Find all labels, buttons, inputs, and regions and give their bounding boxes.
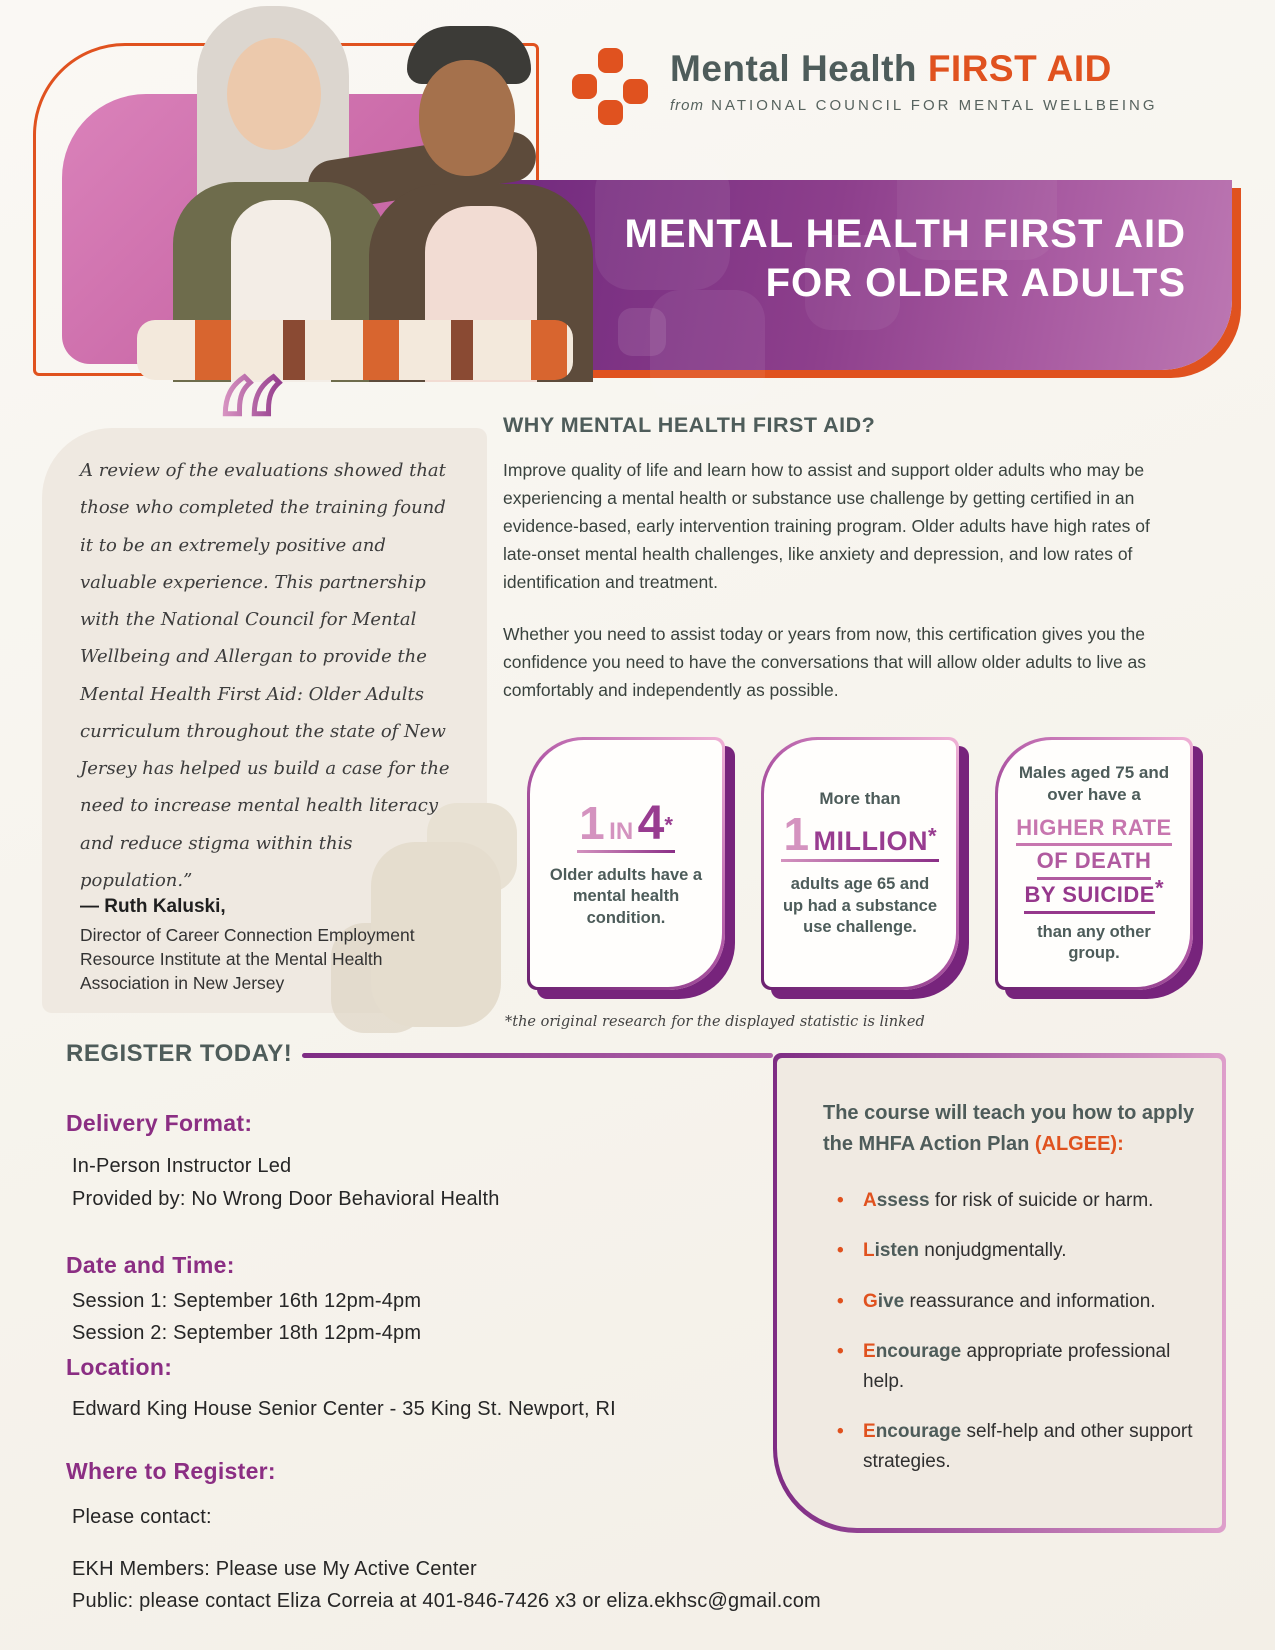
photo-older-couple xyxy=(85,0,563,378)
delivery-format-heading: Delivery Format: xyxy=(66,1110,253,1136)
contact-public-line: Public: please contact Eliza Correia at 401-846-7426 x3 or eliza.ekhsc@gmail.com xyxy=(72,1590,821,1612)
algee-bullet-give: • Give reassurance and information. xyxy=(837,1287,1196,1316)
bullet-icon: • xyxy=(837,1421,844,1443)
algee-bullet-listen: • Listen nonjudgmentally. xyxy=(837,1236,1196,1265)
algee-bullet-assess: • Assess for risk of suicide or harm. xyxy=(837,1186,1196,1215)
bullet-icon: • xyxy=(837,1190,844,1211)
mhfa-logo-text xyxy=(670,48,1158,114)
date-time-heading: Date and Time: xyxy=(66,1252,235,1278)
algee-bullet-encourage-professional: • Encourage appropriate professional help. xyxy=(837,1337,1196,1396)
delivery-format-line: In-Person Instructor Led xyxy=(72,1155,292,1177)
logo-title-dark: Mental Health xyxy=(670,48,918,89)
attribution-role: Director of Career Connection Employment Resource Institute at the Mental Health Association in New Jersey xyxy=(80,925,415,994)
where-to-register-heading: Where to Register: xyxy=(66,1458,276,1484)
session-2-line: Session 2: September 18th 12pm-4pm xyxy=(72,1322,422,1344)
algee-accent: (ALGEE): xyxy=(1034,1133,1124,1155)
stats-row xyxy=(527,737,1193,990)
asterisk: * xyxy=(664,812,673,838)
stat2-caption: adults age 65 and up had a substance use challenge. xyxy=(782,875,938,937)
photo-woman-head xyxy=(227,38,321,150)
flyer-title-line1: MENTAL HEALTH FIRST AID xyxy=(624,212,1186,256)
why-paragraph-2: Whether you need to assist today or years from now, this certification gives you the confidence you need to have the conversations that will allow older adults to live as comfortably and independently as possible. xyxy=(503,624,1147,700)
stat-card-1-million xyxy=(761,737,959,990)
algee-bullet-encourage-selfhelp: • Encourage self-help and other support strategies. xyxy=(837,1417,1196,1476)
why-section xyxy=(503,413,1171,704)
flyer-title-line2: FOR OLDER ADULTS xyxy=(765,261,1186,306)
algee-card-title: The course will teach you how to apply the MHFA Action Plan (ALGEE): xyxy=(823,1102,1195,1155)
contact-members-line: EKH Members: Please use My Active Center xyxy=(72,1558,477,1580)
quote-icon xyxy=(210,350,332,524)
register-divider xyxy=(302,1053,773,1058)
flyer-title xyxy=(625,210,1186,308)
why-paragraph-1: Improve quality of life and learn how to assist and support older adults who may be experiencing a mental health or substance use challenge by getting certified in an evidence-based, early intervention training program. Older adults have high rates of late-onset mental health challenges, like anxiety and depression, and low rates of identification and treatment. xyxy=(503,460,1150,592)
testimonial-attribution xyxy=(80,896,462,995)
bullet-icon: • xyxy=(837,1290,844,1312)
stats-footnote: *the original research for the displayed statistic is linked xyxy=(505,1014,925,1030)
photo-blanket xyxy=(137,320,573,380)
algee-bullet-list xyxy=(823,1186,1196,1476)
stat2-lead: More than xyxy=(819,789,901,809)
stat1-number: 1 IN 4* xyxy=(577,800,675,853)
stat3-highlight: HIGHER RATE OF DEATH BY SUICIDE* xyxy=(1016,813,1171,914)
title-banner xyxy=(500,180,1232,370)
mhfa-logo xyxy=(572,48,1158,128)
logo-tagline-from: from xyxy=(670,97,704,114)
asterisk: * xyxy=(1154,875,1164,901)
location-line: Edward King House Senior Center - 35 King St. Newport, RI xyxy=(72,1398,616,1420)
stat-card-suicide-rate xyxy=(995,737,1193,990)
testimonial-text: A review of the evaluations showed that those who completed the training found it to be an extremely positive and valuable experience. This partnership with the National Council for Mental Wellbeing and Allergan to provide the Mental Health First Aid: Older Adults curriculum throughout the state of New Jersey has helped us build a case for the need to increase mental health literacy and reduce stigma within this population.” xyxy=(80,460,450,891)
stat3-caption: than any other group. xyxy=(1037,922,1151,963)
location-heading: Location: xyxy=(66,1354,173,1380)
svg-text:“: “ xyxy=(210,350,287,524)
logo-title-orange: FIRST AID xyxy=(927,48,1112,89)
asterisk: * xyxy=(927,824,937,850)
session-1-line: Session 1: September 16th 12pm-4pm xyxy=(72,1290,422,1312)
why-heading: WHY MENTAL HEALTH FIRST AID? xyxy=(503,413,876,437)
stat3-lead: Males aged 75 and over have a xyxy=(1018,763,1170,804)
stat1-caption: Older adults have a mental health condition. xyxy=(549,865,703,927)
contact-intro-line: Please contact: xyxy=(72,1506,212,1528)
banner-pattern-square xyxy=(618,308,666,356)
stat2-number: 1 MILLION* xyxy=(783,808,937,861)
register-heading: REGISTER TODAY! xyxy=(66,1040,293,1067)
photo-man-head xyxy=(419,60,515,176)
provided-by-line: Provided by: No Wrong Door Behavioral Health xyxy=(72,1188,500,1210)
bullet-icon: • xyxy=(837,1240,844,1262)
algee-card xyxy=(773,1053,1226,1533)
stat-card-1-in-4 xyxy=(527,737,725,990)
mhfa-cross-icon xyxy=(572,48,650,128)
attribution-name: — Ruth Kaluski, xyxy=(80,896,226,917)
logo-tagline: NATIONAL COUNCIL FOR MENTAL WELLBEING xyxy=(711,97,1158,114)
bullet-icon: • xyxy=(837,1341,844,1363)
